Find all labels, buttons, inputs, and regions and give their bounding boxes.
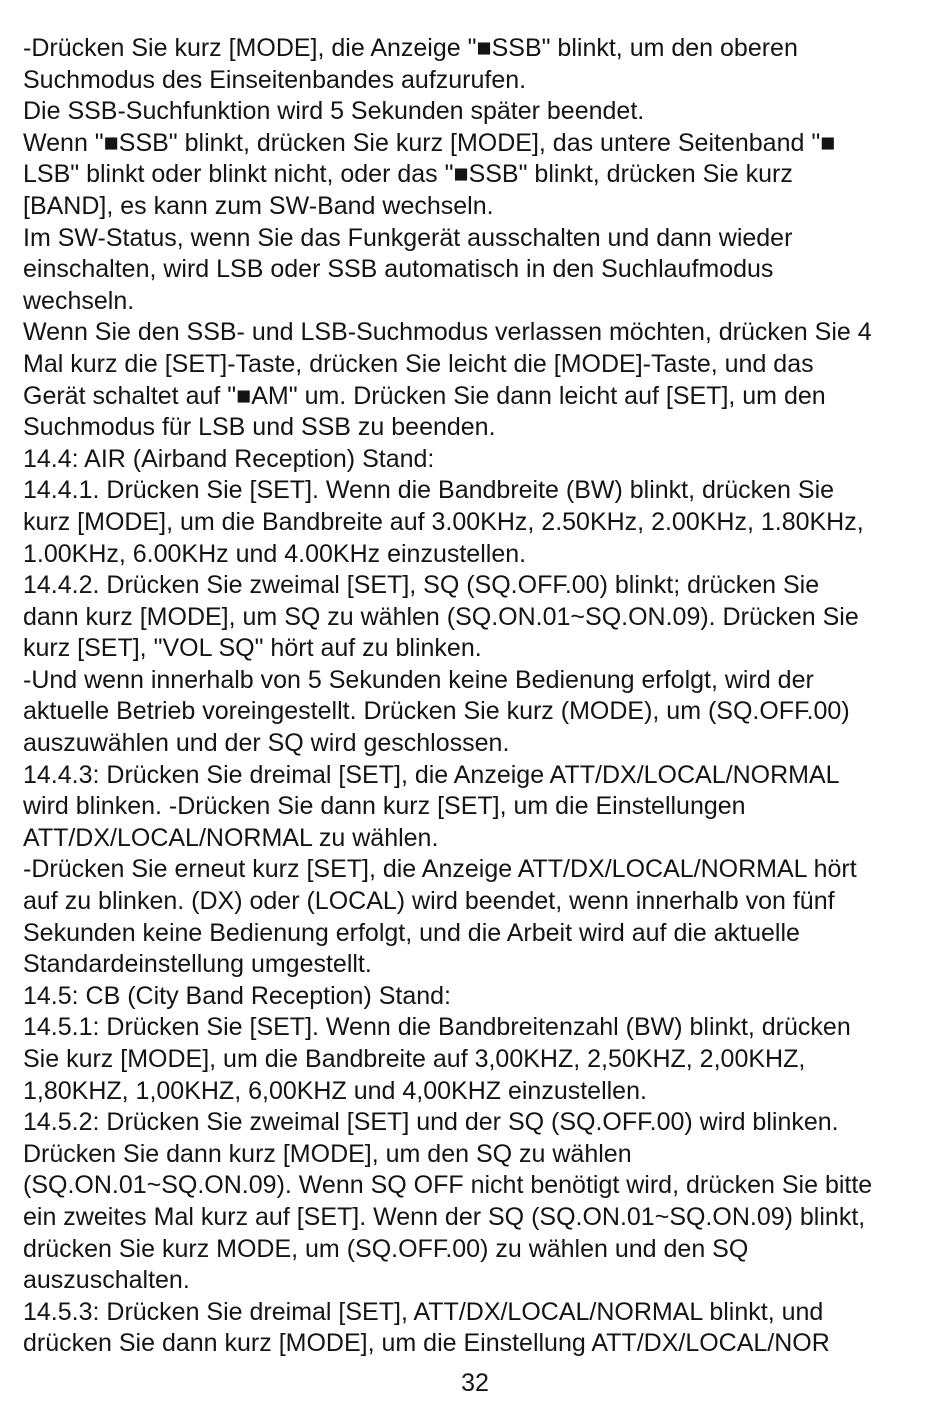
- text-line: Wenn Sie den SSB- und LSB-Suchmodus verlassen möchten, drücken Sie 4: [23, 318, 872, 347]
- text-line: (SQ.ON.01~SQ.ON.09). Wenn SQ OFF nicht benötigt wird, drücken Sie bitte: [23, 1171, 873, 1200]
- text-line: wird blinken. -Drücken Sie dann kurz [SET], um die Einstellungen: [23, 792, 746, 821]
- text-line: einschalten, wird LSB oder SSB automatisch in den Suchlaufmodus: [23, 255, 774, 284]
- text-line: [BAND], es kann zum SW-Band wechseln.: [23, 191, 494, 220]
- text-line: 14.4.3: Drücken Sie dreimal [SET], die Anzeige ATT/DX/LOCAL/NORMAL: [23, 760, 840, 789]
- text-line: ein zweites Mal kurz auf [SET]. Wenn der SQ (SQ.ON.01~SQ.ON.09) blinkt,: [23, 1202, 866, 1231]
- text-line: Gerät schaltet auf "■AM" um. Drücken Sie dann leicht auf [SET], um den: [23, 381, 826, 410]
- text-line: Die SSB-Suchfunktion wird 5 Sekunden später beendet.: [23, 97, 645, 126]
- text-line: drücken Sie dann kurz [MODE], um die Einstellung ATT/DX/LOCAL/NOR: [23, 1329, 830, 1358]
- text-line: 14.5.2: Drücken Sie zweimal [SET] und der SQ (SQ.OFF.00) wird blinken.: [23, 1108, 839, 1137]
- text-line: -Drücken Sie kurz [MODE], die Anzeige "■SSB" blinkt, um den oberen: [23, 34, 798, 62]
- text-line: auszuwählen und der SQ wird geschlossen.: [23, 729, 510, 758]
- text-line: auszuschalten.: [23, 1266, 190, 1295]
- text-line: Wenn "■SSB" blinkt, drücken Sie kurz [MODE], das untere Seitenband "■: [23, 128, 836, 157]
- text-line: 14.5.1: Drücken Sie [SET]. Wenn die Bandbreitenzahl (BW) blinkt, drücken: [23, 1013, 851, 1042]
- text-line: 1.00KHz, 6.00KHz und 4.00KHz einzustellen.: [23, 539, 527, 568]
- text-line: drücken Sie kurz MODE, um (SQ.OFF.00) zu wählen und den SQ: [23, 1234, 749, 1263]
- text-line: dann kurz [MODE], um SQ zu wählen (SQ.ON.01~SQ.ON.09). Drücken Sie: [23, 602, 859, 631]
- text-line: kurz [SET], "VOL SQ" hört auf zu blinken.: [23, 634, 482, 663]
- text-line: Im SW-Status, wenn Sie das Funkgerät ausschalten und dann wieder: [23, 223, 793, 252]
- text-line: auf zu blinken. (DX) oder (LOCAL) wird beendet, wenn innerhalb von fünf: [23, 887, 835, 916]
- body-text: [23, 33, 938, 1360]
- text-line: 1,80KHZ, 1,00KHZ, 6,00KHZ und 4,00KHZ einzustellen.: [23, 1076, 647, 1105]
- text-line: Mal kurz die [SET]-Taste, drücken Sie leicht die [MODE]-Taste, und das: [23, 349, 814, 378]
- text-line: Sekunden keine Bedienung erfolgt, und die Arbeit wird auf die aktuelle: [23, 918, 800, 947]
- text-line: kurz [MODE], um die Bandbreite auf 3.00KHz, 2.50KHz, 2.00KHz, 1.80KHz,: [23, 507, 864, 536]
- text-line: ATT/DX/LOCAL/NORMAL zu wählen.: [23, 823, 439, 852]
- text-line: aktuelle Betrieb voreingestellt. Drücken Sie kurz (MODE), um (SQ.OFF.00): [23, 697, 850, 726]
- text-line: -Drücken Sie erneut kurz [SET], die Anzeige ATT/DX/LOCAL/NORMAL hört: [23, 855, 857, 884]
- text-line: 14.4.2. Drücken Sie zweimal [SET], SQ (SQ.OFF.00) blinkt; drücken Sie: [23, 571, 820, 600]
- page-number: 32: [461, 1369, 489, 1397]
- text-line: Standardeinstellung umgestellt.: [23, 950, 372, 979]
- text-line: Suchmodus für LSB und SSB zu beenden.: [23, 413, 496, 442]
- text-line: LSB" blinkt oder blinkt nicht, oder das "■SSB" blinkt, drücken Sie kurz: [23, 160, 793, 189]
- text-line: Drücken Sie dann kurz [MODE], um den SQ zu wählen: [23, 1139, 632, 1168]
- text-line: wechseln.: [23, 286, 135, 315]
- text-line: 14.5.3: Drücken Sie dreimal [SET], ATT/DX/LOCAL/NORMAL blinkt, und: [23, 1297, 824, 1326]
- text-line: Suchmodus des Einseitenbandes aufzurufen.: [23, 65, 527, 94]
- text-line: -Und wenn innerhalb von 5 Sekunden keine Bedienung erfolgt, wird der: [23, 665, 814, 694]
- section-heading-14-4: 14.4: AIR (Airband Reception) Stand:: [23, 444, 435, 473]
- text-line: Sie kurz [MODE], um die Bandbreite auf 3,00KHZ, 2,50KHZ, 2,00KHZ,: [23, 1045, 806, 1073]
- section-heading-14-5: 14.5: CB (City Band Reception) Stand:: [23, 981, 452, 1010]
- text-line: 14.4.1. Drücken Sie [SET]. Wenn die Bandbreite (BW) blinkt, drücken Sie: [23, 476, 835, 505]
